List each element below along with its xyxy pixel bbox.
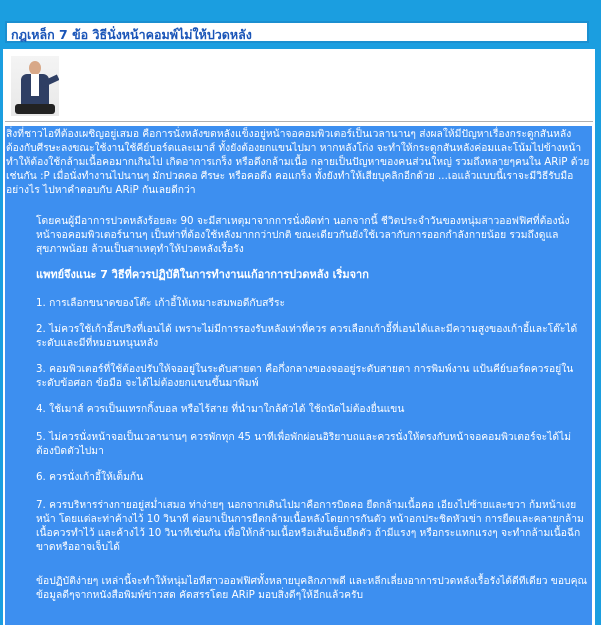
office-worker-photo [11, 56, 59, 116]
tip-item: 6. ควรนั่งเก้าอี้ให้เต็มก้น [36, 471, 144, 483]
tip-item: 5. ไม่ควรนั่งหน้าจอเป็นเวลานานๆ ควรพักทุก 45 นาทีเพื่อพักผ่อนอิริยาบถและควรนั่งให้ตรงกับหน้าจอคอมพิวเตอร์จะได้ไม่ต้องบิดตัวไปมา [36, 431, 572, 457]
tips-heading: แพทย์จึงแนะ 7 วิธีที่ควรปฏิบัติในการทำงานแก้อาการปวดหลัง เริ่มจาก [36, 268, 369, 281]
closing-paragraph: ข้อปฏิบัติง่ายๆ เหล่านี้จะทำให้หนุ่มไอทีสาวออฟฟิศทั้งหลายบุคลิกภาพดี และหลีกเลี่ยงอาการปวดหลังเรื้อรังได้ดีทีเดียว ขอบคุณข้อมูลดีๆจากหนังสือพิมพ์ข่าวสด คัดสรรโดย ARiP มอบสิ่งดีๆให้อีกแล้วครับ [36, 575, 588, 601]
tip-item: 2. ไม่ควรใช้เก้าอี้สปริงที่เอนได้ เพราะไม่มีการรองรับหลังเท่าที่ควร ควรเลือกเก้าอี้ที่เอนได้และมีความสูงของเก้าอี้และโต๊ะได้ระดับและมีที่หมอนหนุนหลัง [36, 323, 578, 349]
article-title-box [5, 21, 589, 43]
divider [5, 121, 593, 122]
article-panel [3, 49, 595, 625]
paragraph-cause: โดยคนผู้มีอาการปวดหลังร้อยละ 90 จะมีสาเหตุมาจากการนั่งผิดท่า นอกจากนี้ ชีวิตประจำวันของหนุ่มสาวออฟฟิศที่ต้องนั่งหน้าจอคอมพิวเตอร์นานๆ เป็นท่าที่ต้องใช้หลังมากกว่าปกติ ขณะเดียวกันยังใช้เวลากับการออกกำลังกายน้อย รวมถึงดูแลสุขภาพน้อย ล้วนเป็นสาเหตุทำให้ปวดหลังเรื้อรัง [36, 215, 570, 255]
tip-item: 7. ควรบริหารร่างกายอยู่สม่ำเสมอ ท่าง่ายๆ นอกจากเดินไปมาคือการบิดคอ ยืดกล้ามเนื้อคอ เอียงไปซ้ายและขวา ก้มหน้าเงยหน้า โดยแต่ละท่าค้างไว้ 10 วินาที ต่อมาเป็นการยืดกล้ามเนื้อหลังโดยการกันตัว หน้าอกประชิดหัวเข่า การยืดและคลายกล้ามเนื้อควรทำไว้ และค้างไว้ 10 วินาทีเช่นกัน เพื่อให้กล้ามเนื้อหรือเส้นเอ็นยืดตัว ถ้ามีแรงๆ หรือกระแทกแรงๆ จะทำกล้ามเนื้อฉีกขาดหรืออาจเจ็บได้ [36, 499, 584, 553]
tip-item: 1. การเลือกขนาดของโต๊ะ เก้าอี้ให้เหมาะสมพอดีกับสรีระ [36, 297, 286, 309]
tip-item: 4. ใช้เมาส์ ควรเป็นแทรกกิ้งบอล หรือไร้สาย ที่นำมาใกล้ตัวได้ ใช้ถนัดไม่ต้องยื่นแขน [36, 403, 405, 415]
tip-item: 3. คอมพิวเตอร์ที่ใช้ต้องปรับให้จออยู่ในระดับสายตา คือกึ่งกลางของจออยู่ระดับสายตา การพิมพ์งาน แป้นคีย์บอร์ดควรอยู่ในระดับข้อศอก ข้อมือ จะได้ไม่ต้องยกแขนขึ้นมาพิมพ์ [36, 363, 574, 389]
article-title: กฎเหล็ก 7 ข้อ วิธีนั่งหน้าคอมพ์ไม่ให้ปวดหลัง [11, 27, 252, 42]
article-content [5, 126, 592, 625]
intro-paragraph: สิ่งที่ชาวไอทีต้องเผชิญอยู่เสมอ คือการนั่งหลังขดหลังแข็งอยู่หน้าจอคอมพิวเตอร์เป็นเวลานานๆ ส่งผลให้มีปัญหาเรื่องกระดูกสันหลัง ต้องกับศีรษะลงขณะใช้งานใช้คีย์บอร์ดและเมาส์ ทั้งยังต้องยกแขนไปมา หากหลังโก่ง จะทำให้กระดูกสันหลังค่อมและโน้มไปข้างหน้า ทำให้ต้องใช้กล้ามเนื้อคอมากเกินไป เกิดอาการเกร็ง หรือดึงกล้ามเนื้อ กลายเป็นปัญหาของคนส่วนใหญ่ รวมถึงหลายๆคนใน ARiP ด้วยเช่นกัน :P เมื่อนั่งทำงานไปนานๆ มักปวดคอ ศีรษะ หรือคอตึง คอแกร็ง ทั้งยังทำให้เสียบุคลิกอีกด้วย ...เอแล้วแบบนี้เราจะมีวิธีรับมืออย่างไร ไปหาคำตอบกับ ARiP กันเลยดีกว่า [6, 128, 590, 196]
